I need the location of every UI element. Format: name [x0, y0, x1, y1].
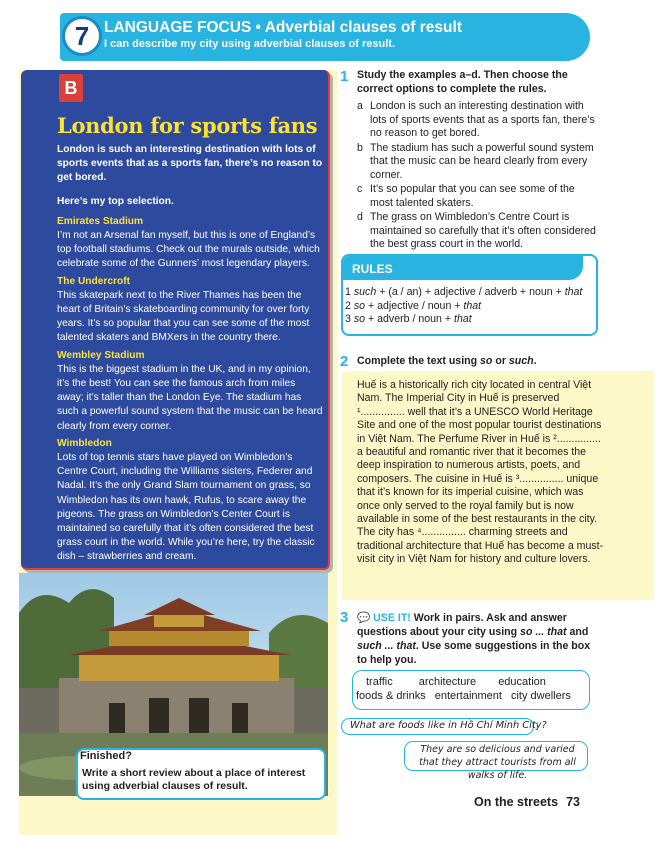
answer-text: They are so delicious and varied that they attract tourists from all walks of life.	[419, 744, 576, 781]
example-letter: b	[357, 141, 363, 154]
exercise1-instruction: Study the examples a–d. Then choose the correct options to complete the rules.	[357, 69, 568, 95]
list-item	[357, 142, 597, 183]
top-selection: Here’s my top selection.	[57, 195, 174, 207]
exercise2-instruction: Complete the text using so or such.	[357, 355, 537, 367]
rules-list	[345, 286, 582, 327]
footer-section: On the streets	[474, 795, 559, 809]
list-item	[357, 183, 597, 210]
suggestion-row	[360, 676, 590, 688]
page-number: 73	[566, 795, 580, 809]
example-letter: d	[357, 211, 363, 223]
reading-body	[57, 143, 323, 568]
rule-item: 1 such + (a / an) + adjective / adverb + noun + that	[345, 286, 583, 298]
list-item	[357, 100, 597, 141]
section-heading: Emirates Stadium	[57, 215, 144, 227]
use-it-label: USE IT!	[373, 612, 411, 624]
section-text: This skatepark next to the River Thames has been the heart of Britain’s skateboarding community for over forty years. It’s so popular that you can see some of the most talented skaters and BMXers in the country there.	[57, 289, 310, 344]
rules-title: RULES	[352, 262, 393, 276]
suggestion-word: entertainment	[434, 690, 502, 702]
section-heading: Wembley Stadium	[57, 349, 145, 361]
suggestion-row	[356, 690, 590, 702]
section-text: I’m not an Arsenal fan myself, but this is one of England’s top football stadiums. Check out the murals outside, which celebrate some of the Gunners’ most legendary players.	[57, 230, 320, 270]
example-text: The grass on Wimbledon’s Centre Court is maintained so carefully that it’s often considered the best grass court in the world.	[370, 211, 596, 250]
gapfill-text: Huế is a historically rich city located in central Việt Nam. The Imperial City in Huế is preserved ¹............... well that it’s a UNESCO World Heritage Site and one of the most popular tourist destinations in Việt Nam. The Perfume River in Huế is ²............... a beautiful and romantic river that it becomes the deep inspiration to numerous artists, poets, and composers. The cuisine in Huế is ³............... unique that it’s known for its imperial cuisine, which was once only served to the royal family but is now available in some of the best restaurants in the city. The city has ⁴............... charming streets and traditional architecture that Huế has become a must-visit city in Việt Nam for history and culture lovers.	[357, 379, 604, 566]
exercise-number: 3	[340, 609, 349, 626]
unit-number-badge	[62, 16, 102, 56]
section-text: Lots of top tennis stars have played on Wimbledon’s Centre Court, including the Williams sisters, Federer and Nadal. It’s the only Grand Slam tournament on grass, so Wimbledon has its own hawk, Rufus, to scare away the pigeons. The grass on Wimbledon’s Center Court is maintained so carefully that it’s often considered the best grass court in the world. While you’re here, try the classic dish – strawberries and cream.	[57, 452, 315, 563]
example-letter: c	[357, 183, 363, 195]
examples-list	[357, 100, 597, 253]
rule-item: 3 so + adverb / noun + that	[345, 313, 472, 325]
section-heading: Wimbledon	[57, 437, 112, 449]
example-letter: a	[357, 100, 363, 112]
finished-label: Finished?	[80, 750, 132, 762]
reading-title: London for sports fans	[57, 113, 318, 138]
suggestion-word: city dwellers	[510, 690, 571, 702]
suggestion-word: foods & drinks	[356, 690, 426, 702]
speech-bubble-icon: 💬	[357, 612, 371, 624]
section-text: This is the biggest stadium in the UK, and in my opinion, it’s the best! You can see the famous arch from miles away; it’s taller than the London Eye. The stadium has such a powerful sound system that the music can be heard clearly from every corner.	[57, 363, 323, 432]
lesson-title: LANGUAGE FOCUS • Adverbial clauses of result	[104, 19, 462, 36]
example-text: The stadium has such a powerful sound system that the music can be heard clearly from every corner.	[370, 141, 594, 181]
example-text: London is such an interesting destination with lots of sports events that as a sports fan, there’s no reason to get bored.	[370, 100, 595, 139]
question-text: What are foods like in Hồ Chí Minh City?	[350, 720, 547, 731]
suggestion-word: traffic	[366, 676, 393, 688]
exercise-number: 2	[340, 353, 349, 370]
unit-number: 7	[74, 20, 90, 51]
section-badge: B	[59, 74, 83, 102]
section-heading: The Undercroft	[57, 275, 131, 287]
reading-intro: London is such an interesting destination with lots of sports events that as a sports fan, there’s no reason to get bored.	[57, 144, 323, 184]
suggestion-word: education	[498, 676, 546, 688]
exercise3-instruction: 💬 USE IT! Work in pairs. Ask and answer questions about your city using so ... that and such ... that. Use some suggestions in the box to help you.	[357, 612, 591, 666]
lesson-subtitle: I can describe my city using adverbial clauses of result.	[104, 38, 396, 50]
list-item	[357, 211, 597, 252]
rule-item: 2 so + adjective / noun + that	[345, 299, 482, 312]
exercise-number: 1	[340, 68, 349, 85]
finished-text: Write a short review about a place of interest using adverbial clauses of result.	[82, 767, 306, 792]
page-footer	[474, 795, 580, 809]
example-text: It’s so popular that you can see some of the most talented skaters.	[370, 183, 575, 209]
suggestion-word: architecture	[418, 676, 477, 688]
